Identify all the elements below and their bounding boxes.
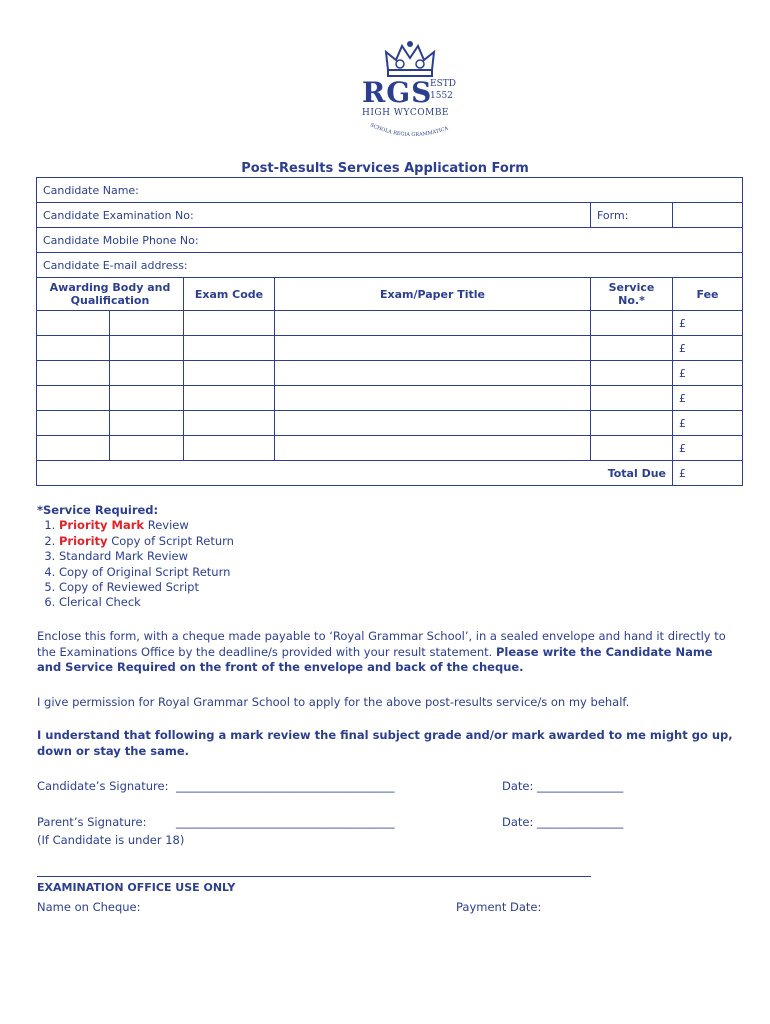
logo-letters: RGS	[362, 76, 433, 109]
table-row	[37, 411, 743, 436]
application-table	[36, 177, 743, 486]
awarding-body-cell[interactable]	[37, 411, 110, 436]
service-list	[37, 503, 234, 611]
awarding-body-cell[interactable]	[37, 386, 110, 411]
logo-place: HIGH WYCOMBE	[362, 108, 449, 118]
awarding-body-cell[interactable]	[37, 336, 110, 361]
awarding-body-cell[interactable]	[37, 436, 110, 461]
fee-cell[interactable]: £	[673, 436, 743, 461]
parent-signature-label: Parent’s Signature:	[37, 815, 147, 829]
table-row	[37, 336, 743, 361]
list-item: 5. Copy of Reviewed Script	[59, 580, 234, 595]
form-field[interactable]	[673, 203, 743, 228]
exam-title-cell[interactable]	[275, 411, 591, 436]
list-item: 4. Copy of Original Script Return	[59, 565, 234, 580]
service-no-cell[interactable]	[591, 336, 673, 361]
list-item: 6. Clerical Check	[59, 595, 234, 610]
table-row	[37, 361, 743, 386]
parent-note: (If Candidate is under 18)	[37, 833, 185, 847]
awarding-body-cell[interactable]	[37, 361, 110, 386]
exam-title-cell[interactable]	[275, 336, 591, 361]
header-awarding-body: Awarding Body and Qualification	[37, 278, 184, 311]
fee-cell[interactable]: £	[673, 311, 743, 336]
logo-motto	[368, 122, 458, 142]
parent-date[interactable]: Date: _______________	[502, 815, 624, 829]
name-on-cheque-label: Name on Cheque:	[37, 900, 141, 914]
total-due-cell[interactable]: £	[673, 461, 743, 486]
header-exam-code: Exam Code	[184, 278, 275, 311]
total-due-label: Total Due	[37, 461, 673, 486]
exam-code-cell[interactable]	[184, 311, 275, 336]
exam-title-cell[interactable]	[275, 386, 591, 411]
enclose-instructions: Enclose this form, with a cheque made payable to ‘Royal Grammar School’, in a sealed envelope and hand it directly to the Examinations Office by the deadline/s provided with your result statement. Please write the Candidate Name and Service Required on the front of the envelope and back of the cheque.	[37, 629, 726, 674]
candidate-date[interactable]: Date: _______________	[502, 779, 624, 793]
service-no-cell[interactable]	[591, 411, 673, 436]
service-no-cell[interactable]	[591, 311, 673, 336]
form-label: Form:	[591, 203, 673, 228]
table-row	[37, 311, 743, 336]
qualification-cell[interactable]	[110, 436, 184, 461]
exam-code-cell[interactable]	[184, 436, 275, 461]
exam-code-cell[interactable]	[184, 361, 275, 386]
exam-code-cell[interactable]	[184, 336, 275, 361]
table-row	[37, 436, 743, 461]
exam-code-cell[interactable]	[184, 386, 275, 411]
header-exam-title: Exam/Paper Title	[275, 278, 591, 311]
exam-title-cell[interactable]	[275, 436, 591, 461]
service-no-cell[interactable]	[591, 436, 673, 461]
parent-signature-line[interactable]: ______________________________________	[176, 815, 395, 829]
office-use-heading: EXAMINATION OFFICE USE ONLY	[37, 881, 236, 894]
school-logo	[350, 40, 470, 145]
permission-statement: I give permission for Royal Grammar School to apply for the above post-results service/s on my behalf.	[37, 695, 630, 709]
divider	[37, 876, 591, 877]
list-item: 1. Priority Mark Review	[59, 518, 234, 533]
fee-cell[interactable]: £	[673, 361, 743, 386]
awarding-body-cell[interactable]	[37, 311, 110, 336]
candidate-signature-line[interactable]: ______________________________________	[176, 779, 395, 793]
svg-text:SCHOLA REGIA GRAMMATICA: SCHOLA REGIA GRAMMATICA	[369, 122, 450, 139]
qualification-cell[interactable]	[110, 361, 184, 386]
candidate-signature-label: Candidate’s Signature:	[37, 779, 169, 793]
list-item: 2. Priority Copy of Script Return	[59, 534, 234, 549]
email-field[interactable]: Candidate E-mail address:	[37, 253, 743, 278]
fee-cell[interactable]: £	[673, 386, 743, 411]
fee-cell[interactable]: £	[673, 411, 743, 436]
exam-number-field[interactable]: Candidate Examination No:	[37, 203, 591, 228]
mobile-field[interactable]: Candidate Mobile Phone No:	[37, 228, 743, 253]
service-heading: *Service Required:	[37, 503, 159, 517]
service-no-cell[interactable]	[591, 361, 673, 386]
fee-cell[interactable]: £	[673, 336, 743, 361]
understanding-statement: I understand that following a mark review the final subject grade and/or mark awarded to me might go up, down or stay the same.	[37, 728, 733, 758]
qualification-cell[interactable]	[110, 411, 184, 436]
header-fee: Fee	[673, 278, 743, 311]
form-title: Post-Results Services Application Form	[241, 161, 529, 176]
qualification-cell[interactable]	[110, 336, 184, 361]
exam-title-cell[interactable]	[275, 361, 591, 386]
payment-date-label: Payment Date:	[456, 900, 542, 914]
table-row	[37, 386, 743, 411]
qualification-cell[interactable]	[110, 311, 184, 336]
exam-title-cell[interactable]	[275, 311, 591, 336]
qualification-cell[interactable]	[110, 386, 184, 411]
header-service-no: Service No.*	[591, 278, 673, 311]
list-item: 3. Standard Mark Review	[59, 549, 234, 564]
candidate-name-field[interactable]: Candidate Name:	[37, 178, 743, 203]
logo-established: ESTD 1552	[430, 79, 456, 101]
service-no-cell[interactable]	[591, 386, 673, 411]
exam-code-cell[interactable]	[184, 411, 275, 436]
